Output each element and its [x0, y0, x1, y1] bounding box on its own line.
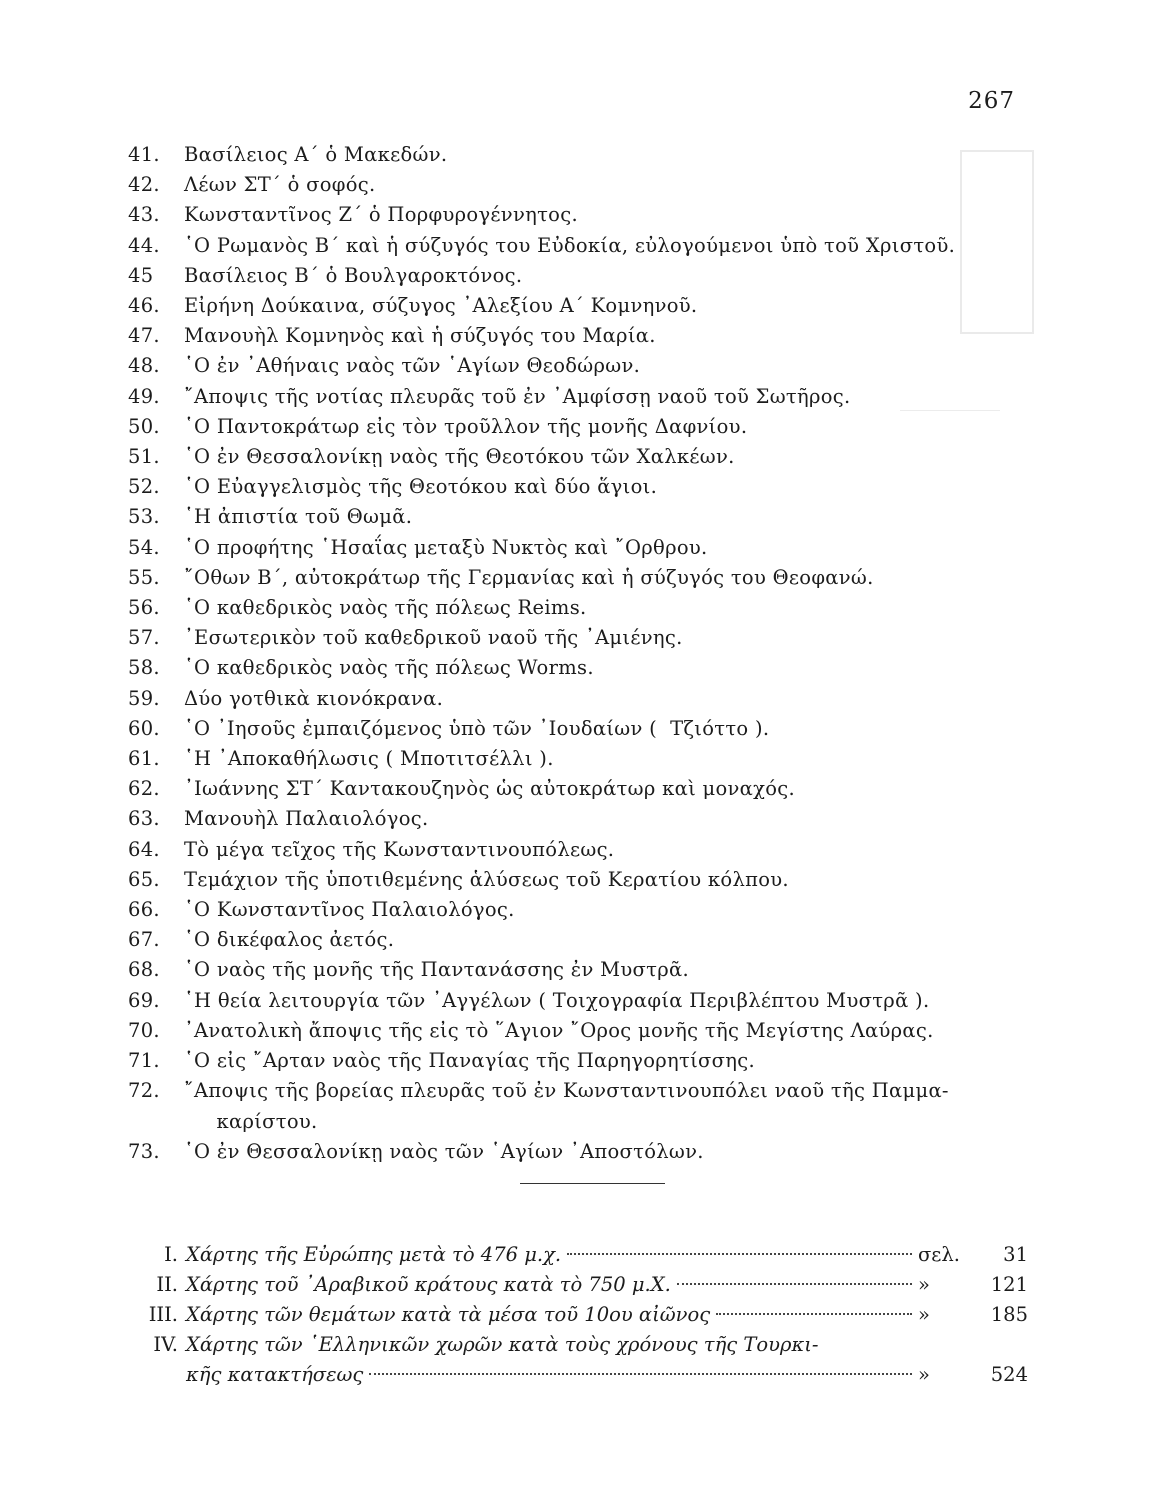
plate-item — [128, 714, 1028, 744]
plate-item — [128, 593, 1028, 623]
plate-item — [128, 261, 1028, 291]
plate-item — [128, 744, 1028, 774]
plate-number: 73. — [128, 1139, 160, 1163]
plate-caption: ᾿Ιωάννης ΣΤ΄ Καντακουζηνὸς ὡς αὐτοκράτωρ καὶ μοναχός. — [184, 777, 796, 801]
plate-caption: ῾Ο καθεδρικὸς ναὸς τῆς πόλεως Reims. — [184, 596, 587, 620]
plate-number: 49. — [128, 384, 160, 408]
plate-caption: ῾Ο Ρωμανὸς Β΄ καὶ ἡ σύζυγός του Εὐδοκία, εὐλογούμενοι ὑπὸ τοῦ Χριστοῦ. — [184, 233, 956, 257]
plate-item — [128, 986, 1028, 1016]
plate-item — [128, 140, 1028, 170]
plate-caption: ῾Ο καθεδρικὸς ναὸς τῆς πόλεως Worms. — [184, 656, 594, 680]
plate-number: 51. — [128, 445, 160, 469]
plate-number: 59. — [128, 686, 160, 710]
map-entry — [128, 1330, 1028, 1390]
plate-number: 68. — [128, 958, 160, 982]
plate-number: 53. — [128, 505, 160, 529]
page-number: 267 — [968, 88, 1015, 114]
plate-number: 65. — [128, 867, 160, 891]
plate-caption: ῾Ο ἐν ᾿Αθήναις ναὸς τῶν ῾Αγίων Θεοδώρων. — [184, 354, 641, 378]
plate-number: 44. — [128, 233, 160, 257]
plate-number: 50. — [128, 414, 160, 438]
plate-item — [128, 653, 1028, 683]
plate-item — [128, 321, 1028, 351]
plate-caption: Βασίλειος Β΄ ὁ Βουλγαροκτόνος. — [184, 263, 523, 287]
plate-caption: Εἰρήνη Δούκαινα, σύζυγος ᾿Αλεξίου Α΄ Κομνηνοῦ. — [184, 294, 698, 318]
plate-caption: Τεμάχιον τῆς ὑποτιθεμένης ἁλύσεως τοῦ Κερατίου κόλπου. — [184, 867, 789, 891]
plate-item — [128, 351, 1028, 381]
map-page-ref: 121 — [990, 1273, 1028, 1296]
plate-item — [128, 835, 1028, 865]
plate-item — [128, 291, 1028, 321]
plate-caption: ᾿Εσωτερικὸν τοῦ καθεδρικοῦ ναοῦ τῆς ᾿Αμιένης. — [184, 626, 683, 650]
plate-item — [128, 200, 1028, 230]
plate-caption: Δύο γοτθικὰ κιονόκρανα. — [184, 686, 444, 710]
map-number: I. — [164, 1243, 178, 1266]
plate-number: 41. — [128, 143, 160, 166]
dot-leader — [716, 1313, 912, 1315]
plate-number: 61. — [128, 747, 160, 771]
plate-caption: ῾Η ᾿Αποκαθήλωσις ( Μποτιτσέλλι ). — [184, 747, 554, 771]
plate-caption: Τὸ μέγα τεῖχος τῆς Κωνσταντινουπόλεως. — [184, 837, 615, 861]
plate-item — [128, 231, 1028, 261]
plate-caption: ῾Η θεία λειτουργία τῶν ᾿Αγγέλων ( Τοιχογραφία Περιβλέπτου Μυστρᾶ ). — [184, 988, 930, 1012]
plate-item — [128, 865, 1028, 895]
plate-number: 70. — [128, 1018, 160, 1042]
plate-item — [128, 925, 1028, 955]
map-title: Χάρτης τοῦ ᾿Αραβικοῦ κράτους κατὰ τὸ 750 μ.Χ. — [186, 1273, 671, 1296]
map-page-ref: 185 — [990, 1303, 1028, 1326]
dot-leader — [567, 1253, 912, 1255]
plate-item — [128, 623, 1028, 653]
plate-caption: ῾Ο Εὐαγγελισμὸς τῆς Θεοτόκου καὶ δύο ἅγιοι. — [184, 475, 658, 499]
plate-caption: ῎Αποψις τῆς νοτίας πλευρᾶς τοῦ ἐν ᾿Αμφίσσῃ ναοῦ τοῦ Σωτῆρος. — [184, 384, 851, 408]
plate-caption: ῾Ο Κωνσταντῖνος Παλαιολόγος. — [184, 898, 515, 922]
plate-caption: ῾Ο ἐν Θεσσαλονίκῃ ναὸς τῆς Θεοτόκου τῶν Χαλκέων. — [184, 445, 735, 469]
plate-caption: ῾Ο προφήτης ῾Ησαΐας μεταξὺ Νυκτὸς καὶ ῎Ορθρου. — [184, 535, 708, 559]
plate-caption: ῾Ο Παντοκράτωρ εἰς τὸν τροῦλλον τῆς μονῆς Δαφνίου. — [184, 414, 748, 438]
plate-number: 47. — [128, 324, 160, 348]
plate-caption: ᾿Ανατολικὴ ἄποψις τῆς εἰς τὸ ῞Αγιον ῎Ορος μονῆς τῆς Μεγίστης Λαύρας. — [184, 1018, 934, 1042]
dot-leader — [677, 1283, 912, 1285]
map-title: Χάρτης τῶν ῾Ελληνικῶν χωρῶν κατὰ τοὺς χρόνους τῆς Τουρκι- — [186, 1333, 819, 1356]
plate-number: 58. — [128, 656, 160, 680]
plate-item — [128, 895, 1028, 925]
plate-number: 66. — [128, 898, 160, 922]
page-abbr: » — [918, 1273, 930, 1296]
map-entry — [128, 1270, 1028, 1300]
page-abbr: » — [918, 1303, 930, 1326]
plate-item — [128, 442, 1028, 472]
plate-list — [128, 140, 1028, 1167]
map-number: II. — [156, 1273, 178, 1296]
plate-caption: ῾Η ἀπιστία τοῦ Θωμᾶ. — [184, 505, 413, 529]
plate-item — [128, 170, 1028, 200]
plate-number: 45 — [128, 263, 154, 287]
plate-caption: Κωνσταντῖνος Ζ΄ ὁ Πορφυρογέννητος. — [184, 203, 578, 227]
plate-item — [128, 502, 1028, 532]
map-title: Χάρτης τῆς Εὐρώπης μετὰ τὸ 476 μ.χ. — [186, 1243, 562, 1266]
page-abbr: σελ. — [918, 1243, 960, 1266]
plate-number: 60. — [128, 716, 160, 740]
plate-item — [128, 382, 1028, 412]
plate-caption: ῎Οθων Β΄, αὐτοκράτωρ τῆς Γερμανίας καὶ ἡ σύζυγός του Θεοφανώ. — [184, 565, 874, 589]
map-list — [128, 1240, 1028, 1390]
plate-caption: Μανουὴλ Παλαιολόγος. — [184, 807, 429, 831]
plate-number: 72. — [128, 1079, 160, 1103]
plate-item — [128, 1137, 1028, 1167]
plate-item — [128, 774, 1028, 804]
plate-number: 43. — [128, 203, 160, 227]
plate-number: 42. — [128, 173, 160, 197]
plate-item — [128, 1076, 1028, 1136]
plate-number: 69. — [128, 988, 160, 1012]
plate-caption: ῎Αποψις τῆς βορείας πλευρᾶς τοῦ ἐν Κωνσταντινουπόλει ναοῦ τῆς Παμμα- καρίστου. — [184, 1079, 949, 1133]
map-number: III. — [148, 1303, 178, 1326]
plate-caption: ῾Ο εἰς ῎Αρταν ναὸς τῆς Παναγίας τῆς Παρηγορητίσσης. — [184, 1049, 755, 1073]
plate-number: 54. — [128, 535, 160, 559]
plate-number: 55. — [128, 565, 160, 589]
plate-caption: ῾Ο ναὸς τῆς μονῆς τῆς Παντανάσσης ἐν Μυστρᾶ. — [184, 958, 689, 982]
plate-item — [128, 472, 1028, 502]
plate-number: 52. — [128, 475, 160, 499]
plate-item — [128, 1016, 1028, 1046]
plate-number: 46. — [128, 294, 160, 318]
plate-caption: Μανουὴλ Κομνηνὸς καὶ ἡ σύζυγός του Μαρία. — [184, 324, 656, 348]
plate-item — [128, 563, 1028, 593]
plate-item — [128, 804, 1028, 834]
plate-item — [128, 684, 1028, 714]
plate-number: 71. — [128, 1049, 160, 1073]
plate-item — [128, 955, 1028, 985]
map-page-ref: 31 — [1003, 1243, 1028, 1266]
map-title-continuation: κῆς κατακτήσεως — [186, 1363, 364, 1386]
plate-item — [128, 1046, 1028, 1076]
map-page-ref: 524 — [990, 1363, 1028, 1386]
plate-item — [128, 412, 1028, 442]
map-number: IV. — [153, 1333, 178, 1356]
plate-item — [128, 533, 1028, 563]
map-title: Χάρτης τῶν θεμάτων κατὰ τὰ μέσα τοῦ 10ου αἰῶνος — [186, 1303, 711, 1326]
plate-caption: ῾Ο ᾿Ιησοῦς ἐμπαιζόμενος ὑπὸ τῶν ᾿Ιουδαίων ( Τζιόττο ). — [184, 716, 770, 740]
section-divider — [520, 1183, 665, 1184]
plate-number: 64. — [128, 837, 160, 861]
plate-number: 56. — [128, 596, 160, 620]
plate-number: 67. — [128, 928, 160, 952]
plate-caption: ῾Ο δικέφαλος ἀετός. — [184, 928, 395, 952]
plate-caption: Βασίλειος Α΄ ὁ Μακεδών. — [184, 143, 448, 166]
map-entry — [128, 1240, 1028, 1270]
plate-caption: ῾Ο ἐν Θεσσαλονίκῃ ναὸς τῶν ῾Αγίων ᾿Αποστόλων. — [184, 1139, 704, 1163]
plate-number: 62. — [128, 777, 160, 801]
plate-caption: Λέων ΣΤ΄ ὁ σοφός. — [184, 173, 376, 197]
plate-number: 57. — [128, 626, 160, 650]
dot-leader — [369, 1373, 912, 1375]
plate-number: 48. — [128, 354, 160, 378]
plate-number: 63. — [128, 807, 160, 831]
map-entry — [128, 1300, 1028, 1330]
page-abbr: » — [918, 1363, 930, 1386]
